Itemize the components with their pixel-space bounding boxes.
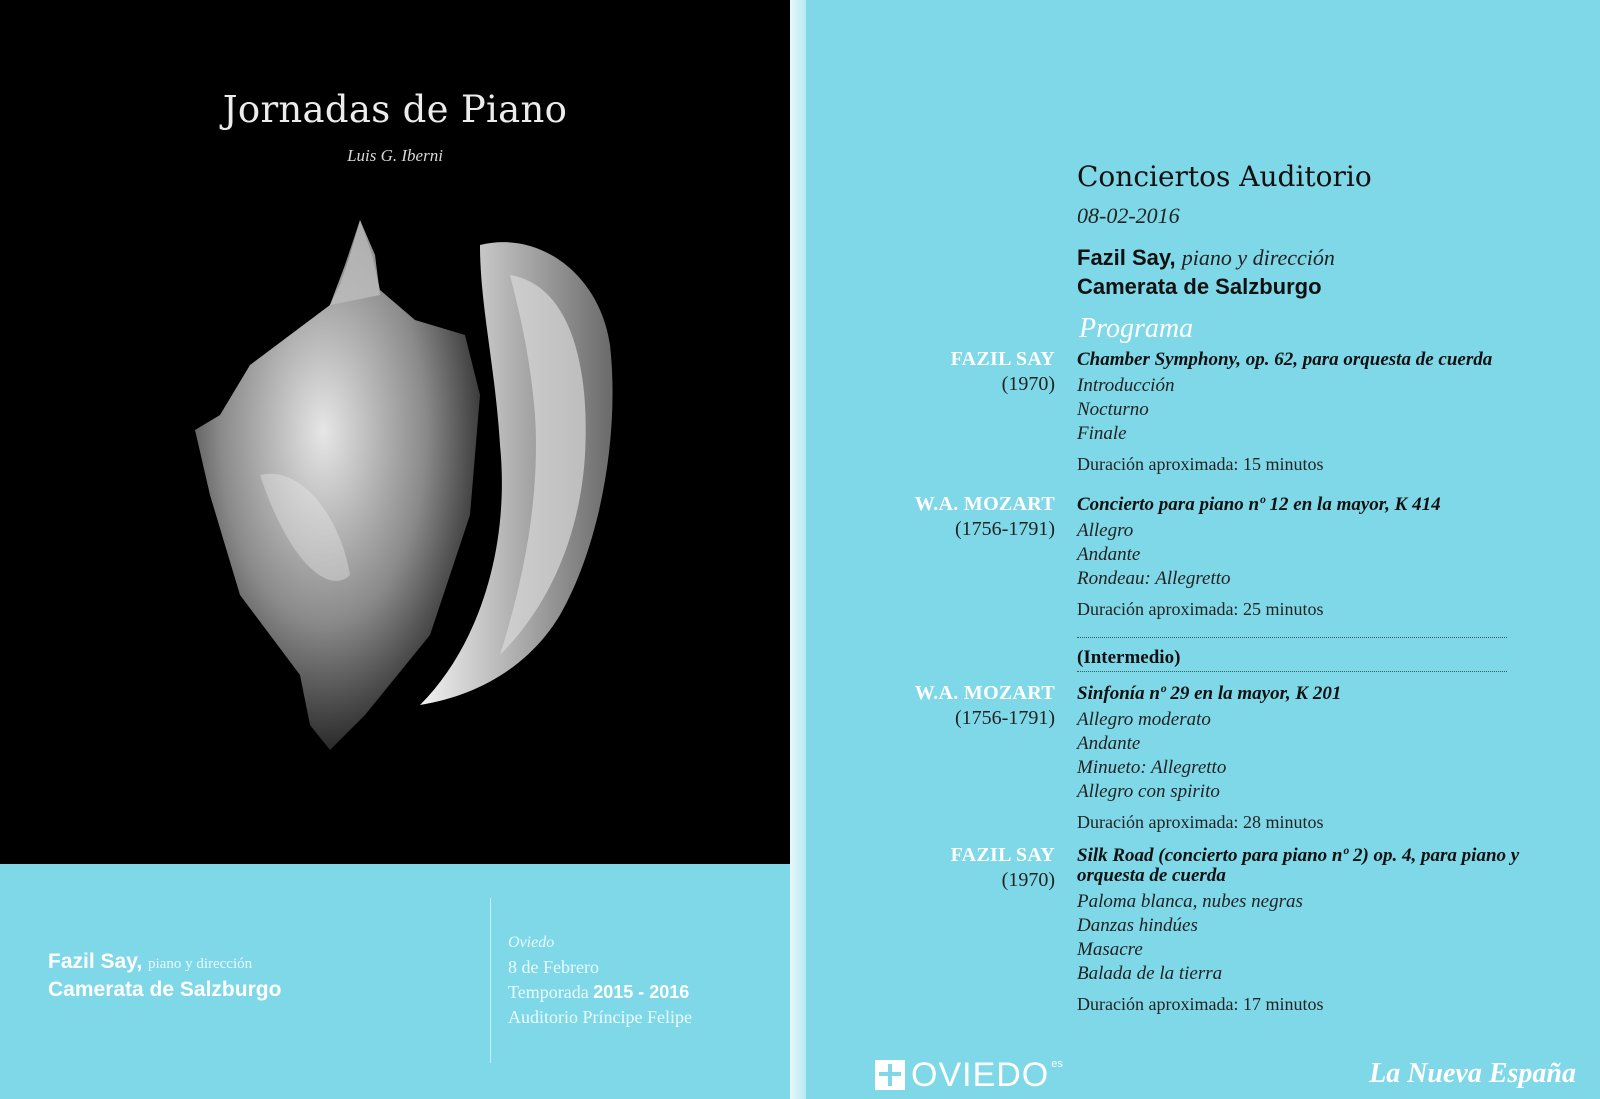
composer-name: W.A. MOZART <box>914 682 1055 704</box>
composer-years: (1756-1791) <box>955 707 1055 729</box>
oviedo-cross-icon <box>875 1060 905 1090</box>
composer-name: FAZIL SAY <box>950 844 1055 866</box>
cover-date: 8 de Febrero <box>508 957 599 977</box>
la-nueva-espana-logo: La Nueva España <box>1369 1058 1576 1089</box>
movement: Andante <box>1077 733 1141 754</box>
program-artist <box>1077 245 1335 271</box>
cover-venue: Auditorio Príncipe Felipe <box>508 1007 692 1027</box>
program-ensemble: Camerata de Salzburgo <box>1077 274 1322 299</box>
cover-title: Jornadas de Piano <box>222 88 568 131</box>
composer-years: (1970) <box>1001 869 1055 891</box>
program-date: 08-02-2016 <box>1077 203 1180 228</box>
work-duration: Duración aproximada: 28 minutos <box>1077 812 1324 832</box>
work-duration: Duración aproximada: 25 minutos <box>1077 599 1324 619</box>
movement: Andante <box>1077 544 1141 565</box>
work-3-composer <box>915 682 1055 730</box>
movement: Minueto: Allegretto <box>1077 757 1227 778</box>
work-duration: Duración aproximada: 15 minutos <box>1077 454 1324 474</box>
oviedo-superscript: es <box>1051 1058 1063 1070</box>
cover-band-divider <box>490 898 491 1063</box>
composer-years: (1756-1791) <box>955 518 1055 540</box>
movement: Danzas hindúes <box>1077 915 1198 936</box>
conch-shell-image <box>180 215 630 775</box>
movement: Paloma blanca, nubes negras <box>1077 891 1303 912</box>
movement: Introducción <box>1077 375 1175 396</box>
intermission-divider-top <box>1077 637 1507 638</box>
page-gutter <box>790 0 806 1099</box>
movement: Masacre <box>1077 939 1143 960</box>
program-artist-role: piano y dirección <box>1181 245 1335 270</box>
program-artist-name: Fazil Say, <box>1077 245 1176 270</box>
work-title: Chamber Symphony, op. 62, para orquesta de cuerda <box>1077 349 1493 370</box>
composer-name: FAZIL SAY <box>950 348 1055 370</box>
work-1 <box>1077 350 1577 476</box>
intermission-divider-bottom <box>1077 671 1507 672</box>
program-series-title: Conciertos Auditorio <box>1077 160 1372 193</box>
movement: Allegro moderato <box>1077 709 1211 730</box>
work-1-composer <box>951 348 1055 396</box>
work-title: Sinfonía nº 29 en la mayor, K 201 <box>1077 683 1342 704</box>
composer-years: (1970) <box>1001 373 1055 395</box>
work-4 <box>1077 846 1577 1016</box>
cover-ensemble: Camerata de Salzburgo <box>48 978 282 1001</box>
work-title: Concierto para piano nº 12 en la mayor, K 414 <box>1077 494 1441 515</box>
work-title: Silk Road (concierto para piano nº 2) op. 4, para piano y orquesta de cuerda <box>1077 845 1520 886</box>
cover-artist <box>48 950 252 974</box>
work-3 <box>1077 684 1577 834</box>
work-2-composer <box>915 493 1055 541</box>
cover-season <box>508 980 692 1005</box>
cover-event-info <box>508 930 692 1030</box>
cover-season-label: Temporada <box>508 982 589 1002</box>
program-heading: Programa <box>1079 313 1194 344</box>
cover-author: Luis G. Iberni <box>347 146 443 165</box>
movement: Allegro <box>1077 520 1134 541</box>
cover-artist-role: piano y dirección <box>148 956 253 972</box>
cover-season-years: 2015 - 2016 <box>593 982 690 1002</box>
work-2 <box>1077 495 1577 621</box>
oviedo-logo <box>875 1058 1063 1092</box>
oviedo-wordmark: OVIEDO <box>911 1056 1050 1094</box>
movement: Balada de la tierra <box>1077 963 1223 984</box>
cover-artist-name: Fazil Say, <box>48 950 143 973</box>
movement: Rondeau: Allegretto <box>1077 568 1231 589</box>
movement: Nocturno <box>1077 399 1149 420</box>
work-duration: Duración aproximada: 17 minutos <box>1077 994 1324 1014</box>
movement: Finale <box>1077 423 1127 444</box>
cover-city: Oviedo <box>508 934 555 951</box>
composer-name: W.A. MOZART <box>914 493 1055 515</box>
intermission-label: (Intermedio) <box>1077 647 1181 668</box>
work-4-composer <box>951 844 1055 892</box>
movement: Allegro con spirito <box>1077 781 1220 802</box>
